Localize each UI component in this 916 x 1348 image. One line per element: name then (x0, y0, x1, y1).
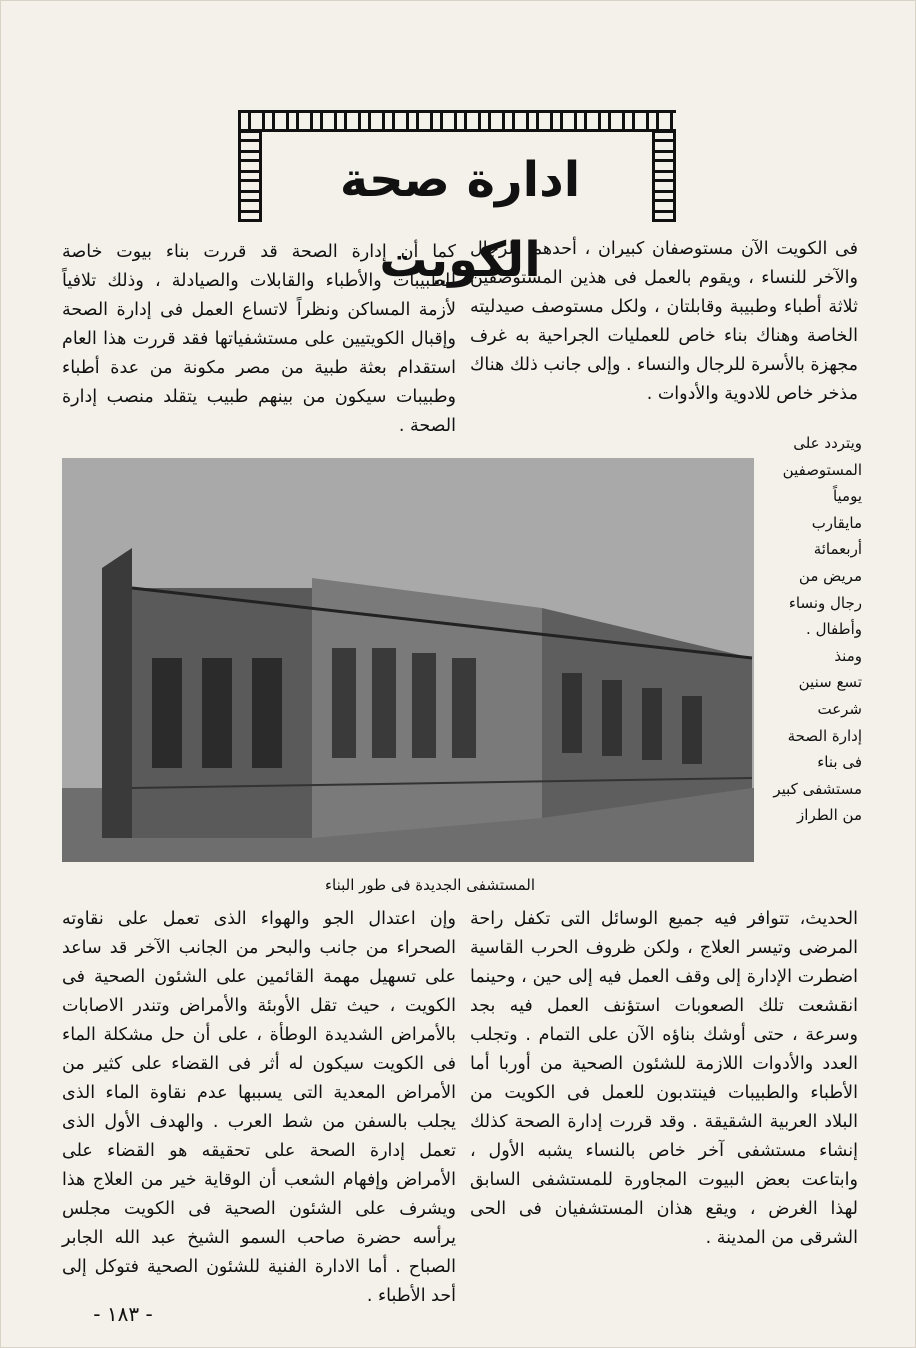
right-bottom-paragraph: الحديث، تتوافر فيه جميع الوسائل التى تكفل راحة المرضى وتيسر العلاج ، ولكن ظروف الحرب القاسية اضطرت الإدارة إلى وقف العمل فيه إلى حين ، وحينما انقشعت تلك الصعوبات استؤنف العمل فيه بجد وسرعة ، حتى أوشك بناؤه الآن على التمام . وتجلب العدد والأدوات اللازمة للشئون الصحية من أوربا أما الأطباء والطبيبات فينتدبون للعمل فى الكويت من البلاد العربية الشقيقة . وقد قررت إدارة الصحة كذلك إنشاء مستشفى آخر خاص بالنساء يشبه الأول ، وابتاعت بعض البيوت المجاورة للمستشفى السابق لهذا الغرض ، ويقع هذان المستشفيان فى الحى الشرقى من المدينة . (470, 909, 858, 1248)
title-ornament-left (238, 130, 262, 222)
page-number: - ١٨٣ - (93, 1302, 153, 1326)
narrow-line: ويتردد على (793, 434, 862, 452)
left-column-top (62, 238, 456, 441)
narrow-line: المستوصفين (782, 460, 862, 479)
title-ornament-top (238, 110, 676, 132)
narrow-line: ومنذ (834, 646, 862, 665)
narrow-line: مستشفى كبير (773, 779, 862, 798)
hospital-photo (62, 458, 754, 862)
narrow-line: تسع سنين (798, 673, 862, 692)
left-column-bottom (62, 905, 456, 1311)
narrow-line: شرعت (817, 699, 862, 718)
hospital-building-illustration (62, 458, 754, 862)
narrow-line: إدارة الصحة (787, 726, 862, 745)
narrow-line: يومياً (832, 487, 862, 506)
narrow-line: وأطفال . (806, 620, 862, 639)
narrow-line: أربعمائة (813, 540, 862, 559)
narrow-line: من الطراز (797, 806, 862, 825)
right-column-top (470, 235, 858, 409)
narrow-line: رجال ونساء (788, 593, 862, 612)
left-bottom-paragraph: وإن اعتدال الجو والهواء الذى تعمل على نقاوته الصحراء من جانب والبحر من الجانب الآخر قد ساعد على تسهيل مهمة القائمين على الشئون الصحية فى الكويت ، حيث تقل الأوبئة والأمراض وتندر الاصابات بالأمراض الشديدة الوطأة ، على أن حل مشكلة الماء فى الكويت سيكون له أثر فى القضاء على كثير من الأمراض المعدية التى يسببها عدم نقاوة الماء الذى يجلب بالسفن من شط العرب . والهدف الأول الذى تعمل إدارة الصحة على تحقيقه هو القضاء على الأمراض وإفهام الشعب أن الوقاية خير من العلاج هذا ويشرف على الشئون الصحية فى الكويت مجلس يرأسه حضرة صاحب السمو الشيخ عبد الله الجابر الصباح . أما الادارة الفنية للشئون الصحية فتوكل إلى أحد الأطباء . (62, 909, 456, 1306)
title-ornament-right (652, 130, 676, 222)
right-column-bottom (470, 905, 858, 1253)
right-top-paragraph: فى الكويت الآن مستوصفان كبيران ، أحدهما للرجال والآخر للنساء ، ويقوم بالعمل فى هذين المستوصفين ثلاثة أطباء وطبيبة وقابلتان ، ولكل مستوصف صيدليته الخاصة وهناك بناء خاص للعمليات الجراحية به غرف مجهزة بالأسرة للرجال والنساء . وإلى جانب ذلك هناك مذخر خاص للادوية والأدوات . (470, 239, 858, 404)
article-title: ادارة صحة الكويت (339, 152, 581, 288)
narrow-line: مايقارب (811, 513, 862, 532)
photo-caption: المستشفى الجديدة فى طور البناء (324, 876, 536, 894)
narrow-line: فى بناء (817, 753, 862, 772)
narrow-line: مريض من (798, 566, 862, 585)
left-top-paragraph: كما أن إدارة الصحة قد قررت بناء بيوت خاصة للطبيبات والأطباء والقابلات والصيادلة ، وذلك تلافياً لأزمة المساكن ونظراً لاتساع العمل فى إدارة الصحة وإقبال الكويتيين على مستشفياتها فقد قررت هذا العام استقدام بعثة طبية من مصر مكونة من عدة أطباء وطبيبات سيكون من بينهم طبيب يتقلد منصب إدارة الصحة . (62, 242, 456, 436)
narrow-column (758, 430, 862, 829)
